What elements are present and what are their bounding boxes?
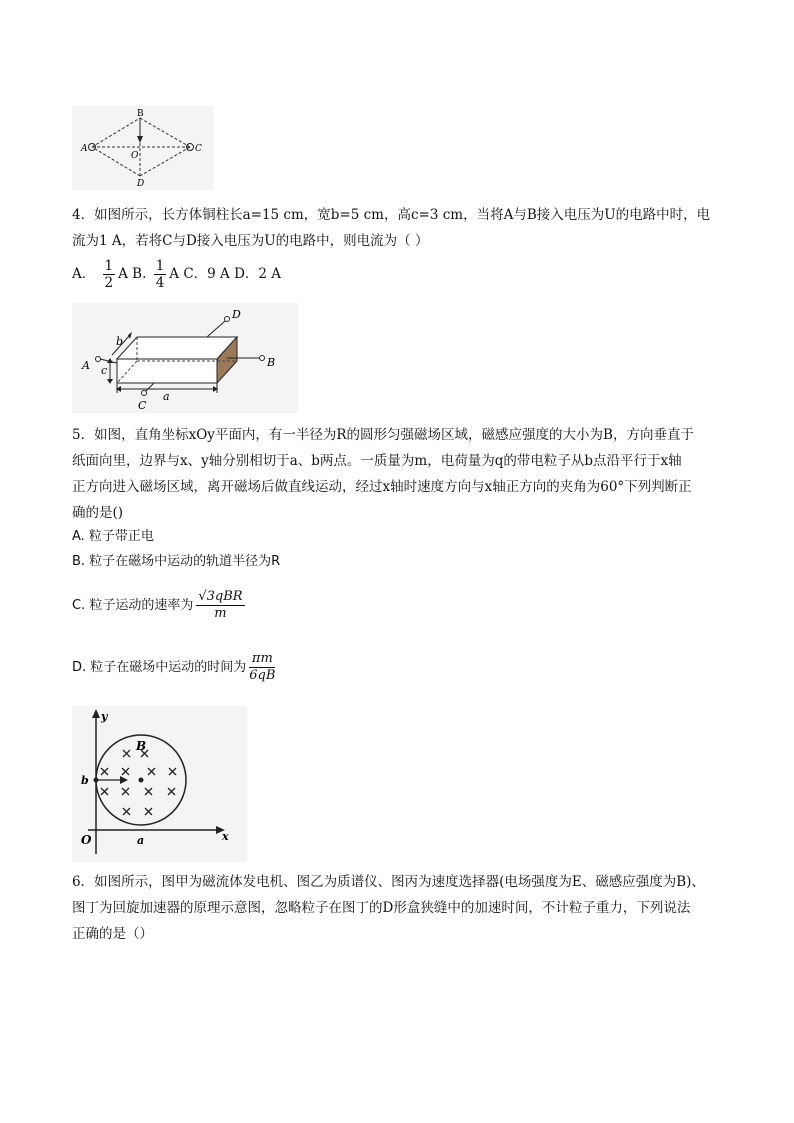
q5-line3: 正方向进入磁场区域，离开磁场后做直线运动，经过x轴时速度方向与x轴正方向的夹角为60°下列判断正 xyxy=(72,479,692,495)
q5-opt-d-prefix: D. 粒子在磁场中运动的时间为 xyxy=(72,660,247,675)
axis-label-y: y xyxy=(101,710,108,723)
q5-line1: 5．如图，直角坐标xOy平面内，有一半径为R的圆形匀强磁场区域，磁感应强度的大小为B，方向垂直于 xyxy=(72,427,694,443)
opt-d-den: 6qB xyxy=(249,668,276,683)
q4-line2: 流为1 A，若将C与D接入电压为U的电路中，则电流为（ ） xyxy=(72,233,429,249)
cuboid-label-c: c xyxy=(101,364,108,377)
cuboid-figure xyxy=(72,303,298,413)
cuboid-label-B: B xyxy=(267,356,276,369)
q4-frac1-suffix: A B. xyxy=(118,266,147,282)
cuboid-label-D: D xyxy=(232,308,241,321)
opt-d-num: πm xyxy=(249,651,275,668)
q4-frac-quarter xyxy=(154,258,167,291)
q4-options xyxy=(72,256,281,292)
cuboid-label-b: b xyxy=(116,335,124,348)
q5-opt-d-fraction xyxy=(249,651,275,684)
q5-line2: 纸面向里，边界与x、y轴分别相切于a、b两点。一质量为m，电荷量为q的带电粒子从b点沿平行于x轴 xyxy=(72,453,682,469)
origin-label-O: O xyxy=(81,833,92,847)
axis-label-x: x xyxy=(222,830,229,843)
label-o: O xyxy=(131,151,139,161)
q5-option-a: A. 粒子带正电 xyxy=(72,529,154,544)
q5-option-c xyxy=(72,586,248,626)
label-b: B xyxy=(137,109,144,119)
q6-line1: 6．如图所示，图甲为磁流体发电机、图乙为质谱仪、图丙为速度选择器(电场强度为E、磁感应强度为B)、 xyxy=(72,874,705,890)
q6-line3: 正确的是（） xyxy=(72,926,153,942)
q4-frac-half xyxy=(103,258,116,291)
point-label-a: a xyxy=(137,834,145,847)
frac1-den: 2 xyxy=(104,275,114,291)
frac1-num: 1 xyxy=(104,258,114,274)
q5-line4: 确的是() xyxy=(72,505,124,521)
point-label-b: b xyxy=(81,774,89,787)
field-label-B: B xyxy=(136,739,147,753)
cuboid-diagram xyxy=(72,303,298,413)
label-d: D xyxy=(137,179,145,189)
cuboid-label-A: A xyxy=(82,359,90,372)
opt-c-num: √3qBR xyxy=(198,589,243,604)
cuboid-label-C: C xyxy=(138,399,147,412)
q5-option-b: B. 粒子在磁场中运动的轨道半径为R xyxy=(72,554,281,569)
magnetic-field-figure xyxy=(72,706,247,862)
label-a: A xyxy=(81,144,88,154)
opt-c-den: m xyxy=(214,606,227,621)
frac2-num: 1 xyxy=(155,258,165,274)
label-c: C xyxy=(195,144,202,154)
rhombus-diagram xyxy=(72,106,214,190)
q4-frac2-suffix: A C．9 A D．2 A xyxy=(169,266,282,282)
q5-opt-c-prefix: C. 粒子运动的速率为 xyxy=(72,598,194,613)
q6-line2: 图丁为回旋加速器的原理示意图，忽略粒子在图丁的D形盒狭缝中的加速时间，不计粒子重力，下列说法 xyxy=(72,900,691,916)
q4-opt-a-prefix: A． xyxy=(72,266,96,282)
magnetic-field-diagram xyxy=(72,706,247,862)
q4-line1: 4．如图所示，长方体铜柱长a=15 cm，宽b=5 cm，高c=3 cm，当将A与B接入电压为U的电路中时，电 xyxy=(72,207,711,223)
cuboid-label-a: a xyxy=(163,390,170,403)
frac2-den: 4 xyxy=(155,275,165,291)
q5-opt-c-fraction xyxy=(196,589,244,622)
rhombus-figure xyxy=(72,106,214,190)
q5-option-d xyxy=(72,648,278,688)
